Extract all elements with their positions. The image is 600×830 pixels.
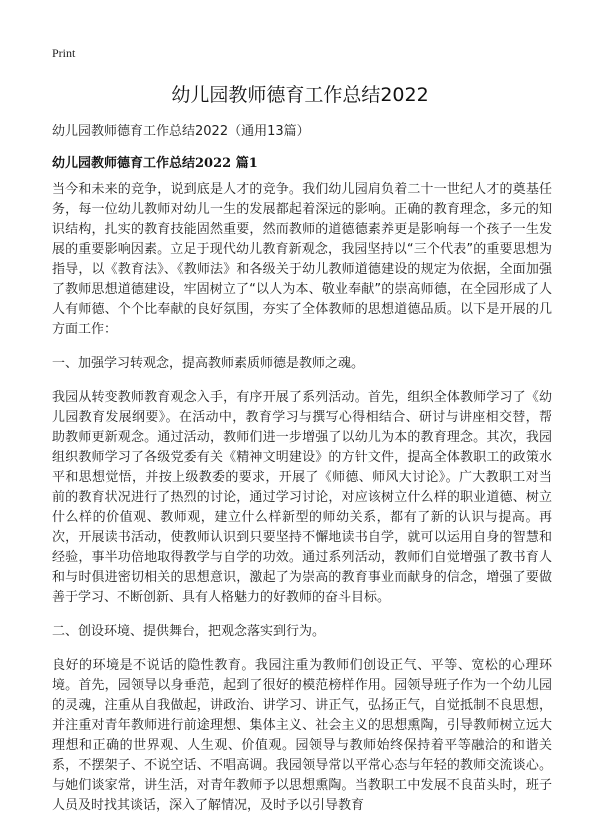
document-subtitle: 幼儿园教师德育工作总结2022（通用13篇）: [52, 124, 310, 139]
paragraph-intro: 当今和未来的竞争，说到底是人才的竞争。我们幼儿园肩负着二十一世纪人才的奠基任务，每一位幼儿教师对幼儿一生的发展都起着深远的影响。正确的教育理念，多元的知识结构，扎实的教育技能固然重要，然而教师的道德德素养更是影响每一个孩子一生发展的重要影响因素。立足于现代幼儿教育新观念，我园坚持以“三个代表”的重要思想为指导，以《教育法》、《教师法》和各级关于幼儿教师道德建设的规定为依据，全面加强了教师思想道德建设，牢固树立了“以人为本、敬业奉献”的崇高师德，在全园形成了人人有师德、个个比奉献的良好氛围，夯实了全体教师的思想道德品质。以下是开展的几方面工作：: [52, 182, 552, 337]
section-heading: 幼儿园教师德育工作总结2022 篇1: [52, 156, 258, 171]
page-title: 幼儿园教师德育工作总结2022: [171, 84, 429, 106]
print-link[interactable]: Print: [52, 46, 76, 60]
paragraph-heading-2: 二、创设环境、提供舞台，把观念落实到行为。: [52, 624, 326, 639]
article-body: [52, 180, 552, 830]
paragraph-study: 我园从转变教师教育观念入手，有序开展了系列活动。首先，组织全体教师学习了《幼儿园教育发展纲要》。在活动中，教育学习与撰写心得相结合、研讨与讲座相交替，帮助教师更新观念。通过活动，教师们进一步增强了以幼儿为本的教育理念。其次，我园组织教师学习了各级党委有关《精神文明建设》的方针文件，提高全体教职工的政策水平和思想觉悟，并按上级教委的要求，开展了《师德、师风大讨论》。广大教职工对当前的教育状况进行了热烈的讨论，通过学习讨论，对应该树立什么样的职业道德、树立什么样的价值观、教师观，建立什么样新型的师幼关系，都有了新的认识与提高。再次，开展读书活动，使教师认识到只要坚持不懈地读书自学，就可以运用自身的智慧和经验，事半功倍地取得教学与自学的功效。通过系列活动，教师们自觉增强了教书育人和与时俱进密切相关的思想意识，激起了为崇高的教育事业而献身的信念，增强了要做善于学习、不断创新、具有人格魅力的好教师的奋斗目标。: [52, 390, 552, 605]
paragraph-heading-1: 一、加强学习转观念，提高教师素质师德是教师之魂。: [52, 356, 365, 371]
paragraph-environment: 良好的环境是不说话的隐性教育。我园注重为教师们创设正气、平等、宽松的心理环境。首先，园领导以身垂范，起到了很好的模范榜样作用。园领导班子作为一个幼儿园的灵魂，注重从自我做起，讲政治、讲学习、讲正气，弘扬正气，自觉抵制不良思想，并注重对青年教师进行前途理想、集体主义、社会主义的思想熏陶，引导教师树立远大理想和正确的世界观、人生观、价值观。园领导与教师始终保持着平等融洽的和谐关系，不摆架子、不说空话、不唱高调。我园领导常以平常心态与年轻的教师交流谈心。与她们谈家常，讲生活，对青年教师予以思想熏陶。当教职工中发展不良苗头时，班子人员及时找其谈话，深入了解情况，及时予以引导教育: [52, 658, 552, 813]
